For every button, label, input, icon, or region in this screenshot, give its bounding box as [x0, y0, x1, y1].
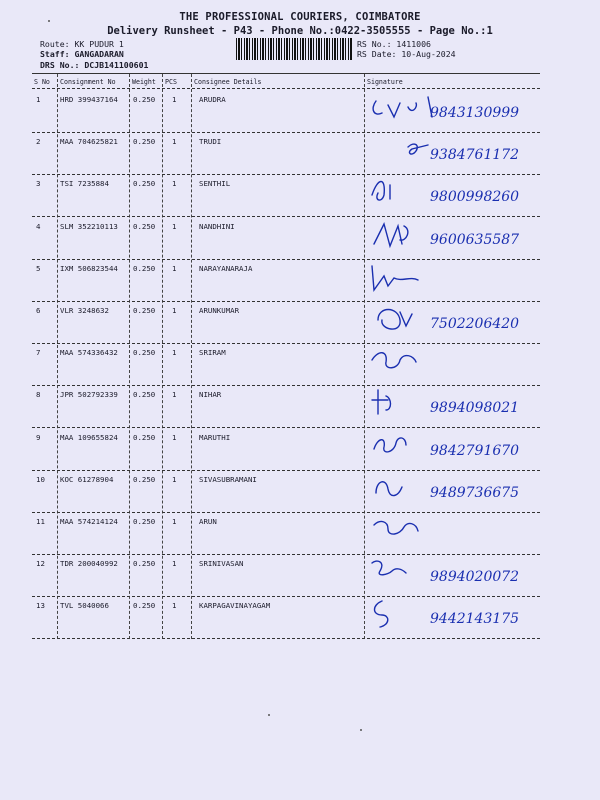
rs-date: RS Date: 10-Aug-2024 — [357, 49, 456, 59]
scan-speck — [268, 714, 270, 716]
row-pcs: 1 — [172, 95, 177, 104]
column-header-signature: Signature — [367, 78, 403, 86]
row-consignee: SENTHIL — [199, 179, 231, 189]
row-consignment-no: KOC 61278904 — [60, 474, 114, 484]
column-header-sno: S No — [34, 78, 50, 86]
staff-label: Staff: GANGADARAN — [40, 49, 124, 59]
row-pcs: 1 — [172, 221, 177, 231]
scan-speck — [48, 20, 50, 22]
row-signature — [368, 555, 588, 589]
signature-phone: 9843130999 — [430, 105, 520, 121]
signature-phone: 9384761172 — [430, 147, 520, 164]
row-pcs: 1 — [172, 517, 177, 526]
row-consignee: ARUDRA — [199, 95, 226, 104]
scan-speck — [360, 729, 362, 731]
row-signature — [368, 260, 588, 294]
row-consignee: TRUDI — [199, 137, 222, 147]
row-pcs: 1 — [172, 179, 177, 189]
signature-scrawl — [368, 260, 588, 294]
row-consignee: SRINIVASAN — [199, 559, 244, 569]
row-weight: 0.250 — [133, 179, 156, 189]
row-consignment-no: JPR 502792339 — [60, 390, 118, 400]
row-consignee: SIVASUBRAMANI — [199, 474, 257, 484]
row-pcs: 1 — [172, 474, 177, 484]
runsheet-subtitle: Delivery Runsheet - P43 - Phone No.:0422-3505555 - Page No.:1 — [107, 25, 493, 37]
signature-scrawl — [368, 218, 588, 252]
signature-phone: 9894020072 — [430, 569, 520, 586]
row-weight: 0.250 — [133, 474, 156, 484]
signature-scrawl — [368, 302, 588, 336]
row-weight: 0.250 — [133, 95, 156, 104]
signature-scrawl — [368, 344, 588, 378]
row-pcs: 1 — [172, 137, 177, 147]
table-top-rule — [32, 73, 540, 74]
signature-stroke — [374, 224, 408, 246]
row-separator — [32, 638, 540, 639]
row-weight: 0.250 — [133, 137, 156, 147]
signature-stroke — [373, 97, 432, 117]
row-pcs: 1 — [172, 263, 177, 273]
rs-number: RS No.: 1411006 — [357, 39, 431, 49]
table-header-rule — [32, 88, 540, 89]
row-consignee: SRIRAM — [199, 348, 226, 358]
row-sno: 8 — [36, 390, 41, 400]
column-header-pcs: PCS — [165, 78, 177, 86]
signature-stroke — [372, 266, 418, 290]
row-consignee: MARUTHI — [199, 432, 231, 442]
row-sno: 10 — [36, 474, 45, 484]
row-signature — [368, 386, 588, 420]
row-signature — [368, 513, 588, 547]
row-consignee: ARUNKUMAR — [199, 306, 240, 315]
row-consignment-no: TSI 7235884 — [60, 179, 109, 189]
row-signature — [368, 133, 588, 167]
row-sno: 6 — [36, 306, 41, 315]
row-consignment-no: VLR 3248632 — [60, 306, 109, 315]
row-weight: 0.250 — [133, 306, 156, 315]
row-consignee: NIHAR — [199, 390, 222, 400]
signature-stroke — [375, 601, 388, 627]
drs-number: DRS No.: DCJB141100601 — [40, 60, 149, 70]
signature-stroke — [372, 561, 406, 575]
row-signature — [368, 91, 588, 125]
signature-stroke — [372, 182, 390, 201]
row-sno: 7 — [36, 348, 41, 358]
row-sno: 2 — [36, 137, 41, 147]
row-pcs: 1 — [172, 348, 177, 358]
row-signature — [368, 175, 588, 209]
row-consignment-no: TVL 5040066 — [60, 601, 109, 611]
signature-scrawl — [368, 175, 588, 209]
signature-stroke — [374, 438, 406, 452]
row-pcs: 1 — [172, 601, 177, 611]
signature-scrawl — [368, 471, 588, 505]
row-consignment-no: HRD 399437164 — [60, 95, 118, 104]
signature-stroke — [376, 482, 402, 496]
signature-scrawl — [368, 386, 588, 420]
row-consignment-no: SLM 352210113 — [60, 221, 118, 231]
barcode — [236, 38, 352, 60]
row-pcs: 1 — [172, 306, 177, 315]
signature-stroke — [372, 390, 391, 414]
signature-scrawl — [368, 513, 588, 547]
row-weight: 0.250 — [133, 263, 156, 273]
row-consignee: ARUN — [199, 517, 217, 526]
signature-phone: 9894098021 — [430, 400, 520, 417]
row-signature — [368, 344, 588, 378]
route-label: Route: KK PUDUR 1 — [40, 39, 124, 49]
column-header-consignee: Consignee Details — [194, 78, 262, 86]
signature-stroke — [372, 353, 416, 368]
signature-stroke — [378, 310, 412, 330]
company-title: THE PROFESSIONAL COURIERS, COIMBATORE — [179, 11, 421, 23]
row-weight: 0.250 — [133, 221, 156, 231]
signature-scrawl — [368, 91, 588, 125]
row-consignee: KARPAGAVINAYAGAM — [199, 601, 271, 611]
row-consignment-no: MAA 574214124 — [60, 517, 118, 526]
signature-scrawl — [368, 555, 588, 589]
signature-phone: 9489736675 — [430, 484, 520, 501]
row-sno: 1 — [36, 95, 41, 104]
row-signature — [368, 218, 588, 252]
row-pcs: 1 — [172, 432, 177, 442]
row-weight: 0.250 — [133, 348, 156, 358]
row-sno: 5 — [36, 263, 41, 273]
row-weight: 0.250 — [133, 559, 156, 569]
column-header-weight: Weight — [132, 78, 156, 86]
row-consignment-no: MAA 704625821 — [60, 137, 118, 147]
signature-stroke — [374, 522, 418, 535]
row-consignee: NANDHINI — [199, 221, 235, 231]
signature-scrawl — [368, 429, 588, 463]
signature-phone: 7502206420 — [430, 316, 520, 332]
row-consignment-no: MAA 574336432 — [60, 348, 118, 358]
row-sno: 3 — [36, 179, 41, 189]
row-signature — [368, 597, 588, 631]
row-consignment-no: IXM 506823544 — [60, 263, 118, 273]
row-pcs: 1 — [172, 390, 177, 400]
row-consignment-no: TDR 200040992 — [60, 559, 118, 569]
signature-stroke — [408, 144, 428, 154]
row-consignee: NARAYANARAJA — [199, 263, 253, 273]
row-pcs: 1 — [172, 559, 177, 569]
row-weight: 0.250 — [133, 432, 156, 442]
row-sno: 13 — [36, 601, 45, 611]
signature-scrawl — [368, 597, 588, 631]
row-signature — [368, 302, 588, 336]
signature-phone: 9442143175 — [430, 611, 520, 628]
row-weight: 0.250 — [133, 390, 156, 400]
row-sno: 4 — [36, 221, 41, 231]
row-sno: 11 — [36, 517, 45, 526]
signature-phone: 9600635587 — [430, 231, 520, 248]
row-sno: 9 — [36, 432, 41, 442]
column-header-consignment: Consignment No — [60, 78, 116, 86]
row-consignment-no: MAA 109655824 — [60, 432, 118, 442]
row-weight: 0.250 — [133, 517, 156, 526]
row-sno: 12 — [36, 559, 45, 569]
row-weight: 0.250 — [133, 601, 156, 611]
row-signature — [368, 429, 588, 463]
signature-phone: 9800998260 — [430, 189, 520, 206]
signature-scrawl — [368, 133, 588, 167]
signature-phone: 9842791670 — [430, 442, 520, 459]
row-signature — [368, 471, 588, 505]
